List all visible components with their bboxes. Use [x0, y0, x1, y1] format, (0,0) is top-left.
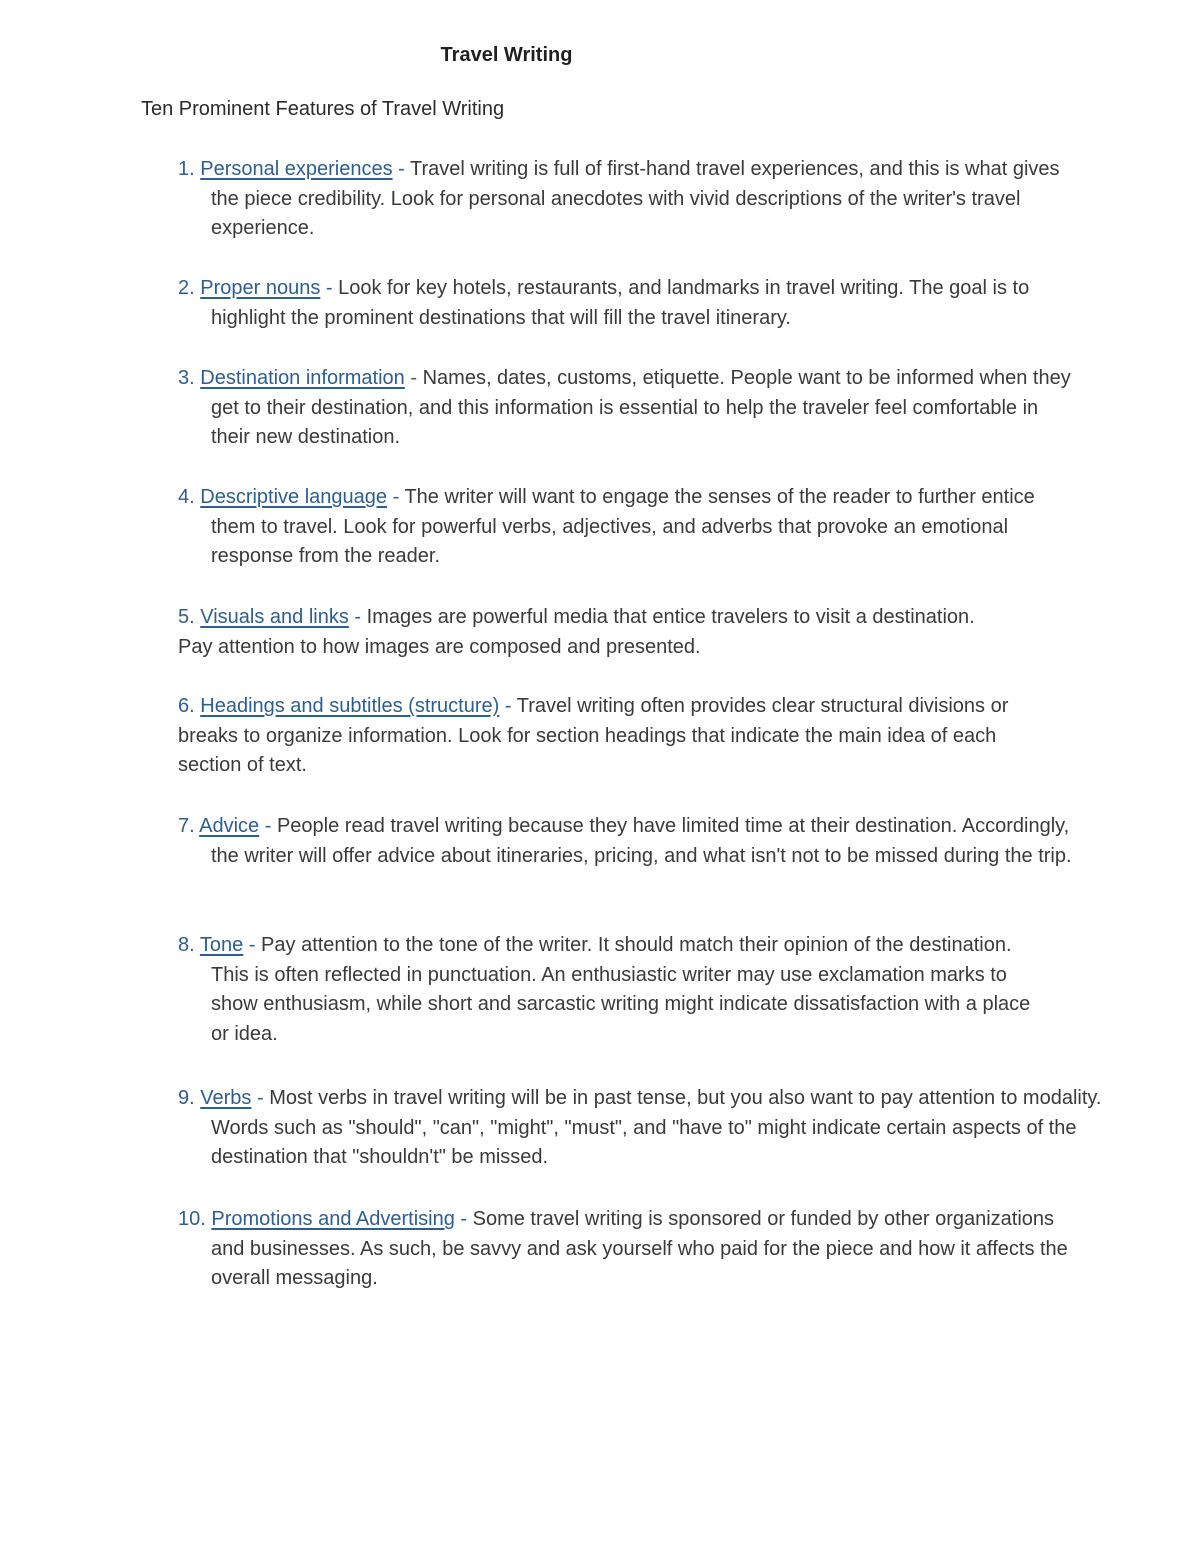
feature-description: Names, dates, customs, etiquette. People want to be informed when they get to their destination, and this information is essential to help the traveler feel comfortable in their new destination. [211, 367, 1071, 449]
feature-item-tone [178, 931, 1051, 1049]
feature-description: Travel writing often provides clear structural divisions or breaks to organize information. Look for section headings that indicate the main idea of each section of text. [178, 695, 1009, 777]
feature-number: 3. [178, 367, 195, 389]
feature-separator: - [251, 1087, 270, 1109]
feature-item-verbs [178, 1084, 1111, 1173]
feature-item-descriptive-language [178, 483, 1071, 572]
feature-description: People read travel writing because they have limited time at their destination. Accordingly, the writer will offer advice about itineraries, pricing, and what isn't not to be missed during the trip. [211, 815, 1072, 867]
feature-term-link[interactable]: Tone [199, 934, 244, 956]
feature-item-proper-nouns [178, 274, 1071, 333]
feature-term-link[interactable]: Descriptive language [200, 486, 388, 508]
feature-number: 5. [178, 606, 195, 628]
feature-item-advice [178, 812, 1091, 871]
feature-description: Pay attention to the tone of the writer. It should match their opinion of the destination. This is often reflected in punctuation. An enthusiastic writer may use exclamation marks to show enthusiasm, while short and sarcastic writing might indicate dissatisfaction with a place or idea. [211, 934, 1031, 1045]
feature-term-link[interactable]: Headings and subtitles (structure) [200, 695, 500, 717]
feature-number: 6. [178, 695, 195, 717]
feature-description: Some travel writing is sponsored or funded by other organizations and businesses. As such, be savvy and ask yourself who paid for the piece and how it affects the overall messaging. [211, 1208, 1068, 1290]
feature-description: Travel writing is full of first-hand travel experiences, and this is what gives the piece credibility. Look for personal anecdotes with vivid descriptions of the writer's travel experience. [211, 158, 1060, 240]
document-subtitle: Ten Prominent Features of Travel Writing [141, 98, 505, 120]
feature-number: 9. [178, 1087, 195, 1109]
feature-item-promotions-and-advertising [178, 1205, 1071, 1294]
feature-description: Look for key hotels, restaurants, and landmarks in travel writing. The goal is to highlight the prominent destinations that will fill the travel itinerary. [211, 277, 1030, 329]
feature-separator: - [454, 1208, 473, 1230]
feature-separator: - [392, 158, 411, 180]
feature-number: 10. [178, 1208, 206, 1230]
feature-item-visuals-and-links [178, 603, 978, 662]
feature-number: 4. [178, 486, 195, 508]
feature-separator: - [404, 367, 423, 389]
feature-term-link[interactable]: Advice [199, 815, 260, 837]
feature-term-link[interactable]: Visuals and links [200, 606, 349, 628]
document-title: Travel Writing [440, 44, 573, 66]
feature-item-personal-experiences [178, 155, 1091, 244]
feature-description: Images are powerful media that entice travelers to visit a destination. Pay attention to how images are composed and presented. [178, 606, 975, 658]
feature-separator: - [243, 934, 262, 956]
feature-description: Most verbs in travel writing will be in past tense, but you also want to pay attention to modality. Words such as "should", "can", "might", "must", and "have to" might indicate certain aspects of the destination that "shouldn't" be missed. [211, 1087, 1102, 1169]
feature-item-headings-and-subtitles [178, 692, 1018, 781]
feature-number: 2. [178, 277, 195, 299]
feature-separator: - [348, 606, 367, 628]
feature-number: 1. [178, 158, 195, 180]
feature-separator: - [320, 277, 339, 299]
feature-term-link[interactable]: Verbs [200, 1087, 252, 1109]
feature-separator: - [499, 695, 517, 717]
feature-number: 8. [178, 934, 195, 956]
feature-term-link[interactable]: Destination information [200, 367, 405, 389]
feature-number: 7. [178, 815, 195, 837]
feature-separator: - [259, 815, 277, 837]
feature-separator: - [387, 486, 405, 508]
feature-term-link[interactable]: Personal experiences [200, 158, 393, 180]
feature-description: The writer will want to engage the senses of the reader to further entice them to travel. Look for powerful verbs, adjectives, and adverbs that provoke an emotional response from the reader. [211, 486, 1035, 568]
feature-item-destination-information [178, 364, 1071, 453]
feature-term-link[interactable]: Promotions and Advertising [211, 1208, 455, 1230]
feature-term-link[interactable]: Proper nouns [200, 277, 321, 299]
